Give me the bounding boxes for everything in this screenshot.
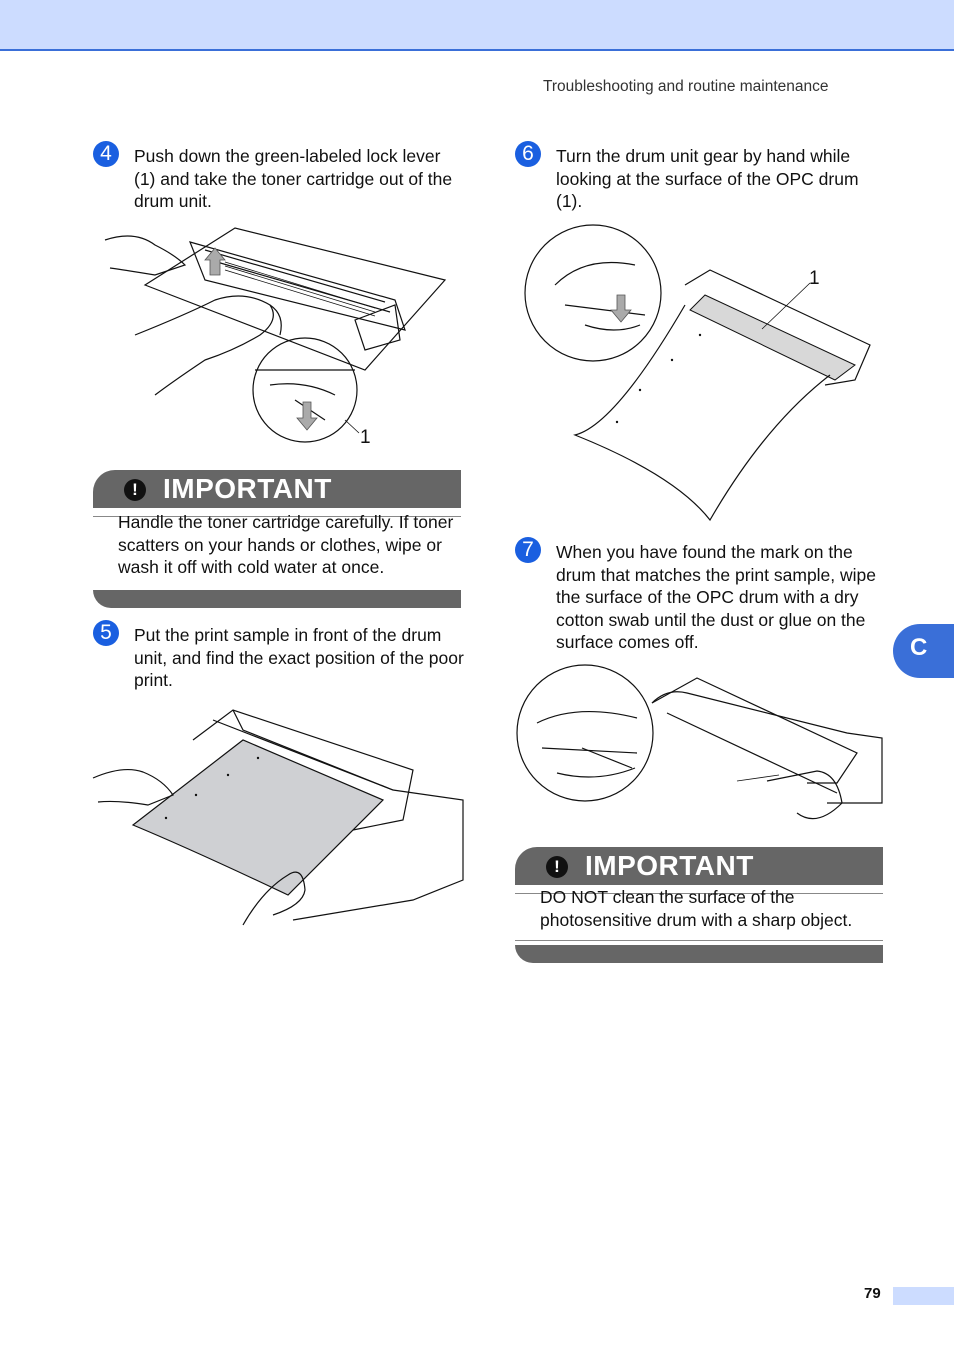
step-5-number: 5 <box>93 620 119 646</box>
exclamation-icon: ! <box>124 479 146 501</box>
important-title: IMPORTANT <box>585 850 754 881</box>
important-notice-2 <box>515 847 883 965</box>
page-number: 79 <box>864 1285 881 1302</box>
running-header: Troubleshooting and routine maintenance <box>543 78 829 95</box>
chapter-tab-label: C <box>910 634 928 661</box>
important-divider-bottom <box>515 940 883 941</box>
important-title: IMPORTANT <box>163 473 332 504</box>
important-footer-bar <box>93 590 461 608</box>
cotton-swab-cleaning-illustration <box>517 663 882 833</box>
step-5-text: Put the print sample in front of the drum unit, and find the exact position of the poor print. <box>134 625 464 691</box>
important-text: DO NOT clean the surface of the photosensitive drum with a sharp object. <box>540 887 853 930</box>
page-number-bar <box>893 1287 954 1305</box>
toner-removal-illustration <box>95 220 465 450</box>
important-header-bar <box>93 470 461 508</box>
drum-gear-illustration <box>525 225 875 525</box>
exclamation-icon: ! <box>546 856 568 878</box>
step-6-number: 6 <box>515 141 541 167</box>
print-sample-illustration <box>93 700 463 935</box>
important-header-bar <box>515 847 883 885</box>
step-7-number: 7 <box>515 537 541 563</box>
step-6-callout-label: 1 <box>809 268 820 289</box>
top-header-band <box>0 0 954 51</box>
step-4-text: Push down the green-labeled lock lever (1) and take the toner cartridge out of the drum unit. <box>134 146 453 212</box>
important-notice-1 <box>93 470 461 610</box>
important-footer-bar <box>515 945 883 963</box>
step-6-text: Turn the drum unit gear by hand while looking at the surface of the OPC drum (1). <box>556 146 859 212</box>
step-7-text: When you have found the mark on the drum that matches the print sample, wipe the surface of the OPC drum with a dry cotton swab until the dust or glue on the surface comes off. <box>556 542 877 653</box>
important-text: Handle the toner cartridge carefully. If toner scatters on your hands or clothes, wipe or wash it off with cold water at once. <box>118 512 454 578</box>
chapter-tab-c[interactable] <box>893 624 954 678</box>
step-4-number: 4 <box>93 141 119 167</box>
step-4-callout-label: 1 <box>360 427 371 448</box>
